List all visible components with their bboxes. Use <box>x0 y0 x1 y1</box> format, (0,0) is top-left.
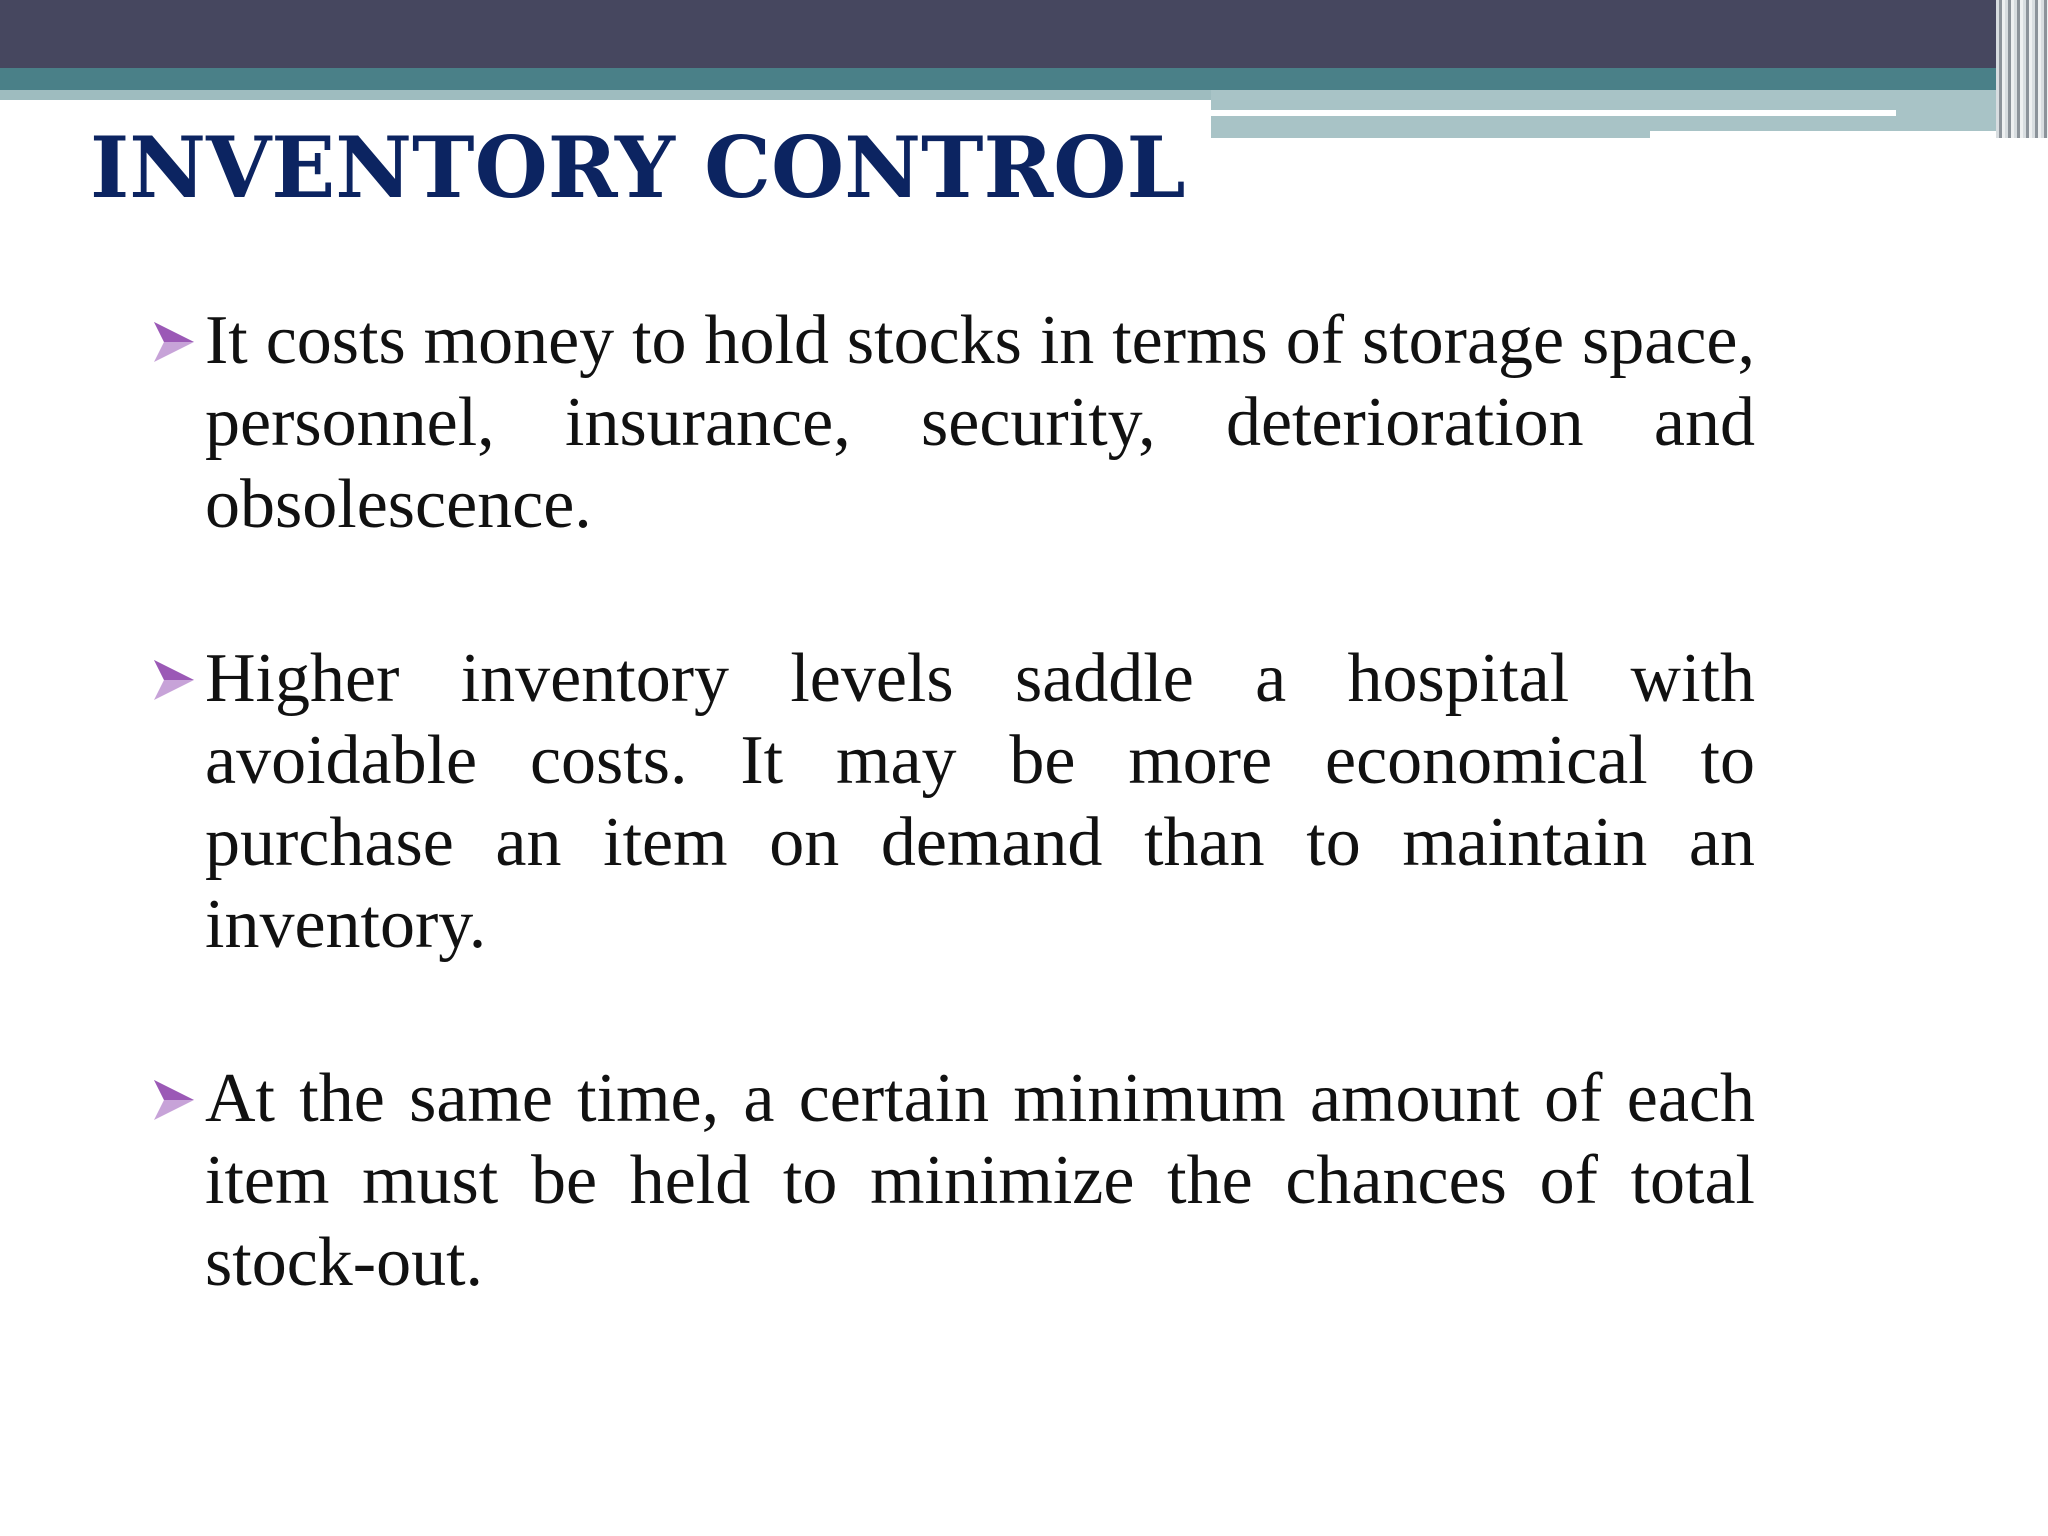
header-band-light-left <box>0 90 1211 100</box>
corner-decoration <box>1996 0 2048 138</box>
bullet-item <box>150 638 1755 966</box>
bullet-text: It costs money to hold stocks in terms of storage space, personnel, insurance, security, deterioration and obsolescence. <box>205 302 1755 543</box>
header-stripe <box>1650 131 2048 138</box>
bullet-text: Higher inventory levels saddle a hospital with avoidable costs. It may be more economical to purchase an item on demand than to maintain an inventory. <box>205 640 1755 963</box>
bullet-list <box>150 300 1755 1304</box>
slide-title: INVENTORY CONTROL <box>90 118 1186 217</box>
arrowhead-bullet-icon <box>152 1078 196 1122</box>
header-band-dark <box>0 0 2048 68</box>
header-band-teal <box>0 68 2048 90</box>
header-stripe <box>1211 110 1896 116</box>
arrowhead-bullet-icon <box>152 658 196 702</box>
bullet-item <box>150 300 1755 546</box>
bullet-text: At the same time, a certain minimum amount of each item must be held to minimize the chances of total stock-out. <box>205 1060 1755 1301</box>
arrowhead-bullet-icon <box>152 320 196 364</box>
bullet-item <box>150 1058 1755 1304</box>
